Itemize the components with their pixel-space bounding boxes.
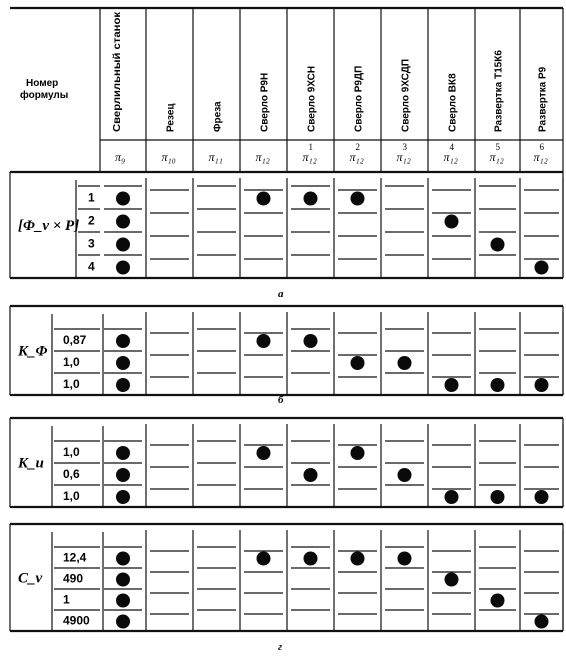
applicability-dot — [116, 552, 130, 566]
formula-number-label: формулы — [20, 90, 69, 101]
applicability-dot — [491, 238, 505, 252]
applicability-dot — [116, 490, 130, 504]
applicability-dot — [116, 261, 130, 275]
section-symbol: K_Φ — [18, 343, 48, 360]
applicability-dot — [491, 594, 505, 608]
row-coefficient: 490 — [63, 571, 84, 586]
applicability-dot — [304, 334, 318, 348]
applicability-dot — [257, 552, 271, 566]
applicability-dot — [535, 261, 549, 275]
applicability-dot — [116, 468, 130, 482]
applicability-dot — [116, 334, 130, 348]
row-coefficient: 0,87 — [63, 333, 87, 347]
applicability-dot — [351, 446, 365, 460]
row-number: 1 — [88, 190, 95, 205]
row-coefficient: 1,0 — [63, 445, 80, 459]
applicability-dot — [535, 378, 549, 392]
column-pi-symbol: π₁₂ — [396, 150, 411, 164]
row-coefficient: 0,6 — [63, 467, 80, 481]
applicability-dot — [491, 490, 505, 504]
column-header-label: Сверло 9ХСН — [306, 65, 318, 132]
column-pi-superscript: 2 — [355, 142, 360, 152]
applicability-dot — [398, 552, 412, 566]
applicability-dot — [491, 378, 505, 392]
applicability-dot — [116, 615, 130, 629]
applicability-dot — [116, 215, 130, 229]
applicability-dot — [535, 490, 549, 504]
section-symbol: [Φ_v × P] — [18, 218, 80, 234]
row-coefficient: 1,0 — [63, 489, 80, 503]
applicability-dot — [116, 446, 130, 460]
section-caption: а — [278, 288, 284, 300]
column-pi-symbol: π₁₂ — [302, 150, 317, 164]
applicability-dot — [398, 468, 412, 482]
section-symbol: C_v — [18, 570, 43, 587]
column-pi-symbol: π₁₀ — [161, 150, 176, 164]
applicability-dot — [116, 192, 130, 206]
applicability-dot — [116, 378, 130, 392]
column-pi-symbol: π₁₁ — [208, 150, 223, 164]
column-pi-symbol: π₁₂ — [533, 150, 548, 164]
applicability-dot — [351, 552, 365, 566]
column-pi-superscript: 3 — [402, 142, 407, 152]
row-number: 2 — [88, 213, 95, 228]
row-coefficient: 12,4 — [63, 550, 87, 565]
column-pi-symbol: π₁₂ — [489, 150, 504, 164]
applicability-dot — [398, 356, 412, 370]
applicability-dot — [116, 573, 130, 587]
row-number: 3 — [88, 236, 95, 251]
applicability-dot — [445, 215, 459, 229]
applicability-dot — [351, 192, 365, 206]
applicability-dot — [535, 615, 549, 629]
column-header-label: Фреза — [212, 101, 224, 132]
column-pi-superscript: 4 — [449, 142, 454, 152]
applicability-dot — [257, 192, 271, 206]
column-pi-superscript: 6 — [539, 142, 544, 152]
column-header-label: Развертка Т15К6 — [493, 50, 505, 132]
row-coefficient: 4900 — [63, 613, 90, 628]
applicability-dot — [445, 573, 459, 587]
applicability-dot — [257, 334, 271, 348]
formula-number-label: Номер — [26, 78, 59, 89]
row-coefficient: 1 — [63, 592, 70, 607]
applicability-dot — [116, 356, 130, 370]
column-pi-superscript: 1 — [308, 142, 313, 152]
applicability-dot — [116, 594, 130, 608]
applicability-dot — [304, 552, 318, 566]
applicability-dot — [445, 490, 459, 504]
applicability-dot — [257, 446, 271, 460]
column-pi-symbol: π₉ — [115, 150, 126, 164]
applicability-dot — [304, 192, 318, 206]
row-number: 4 — [88, 259, 95, 274]
section-caption: б — [278, 394, 284, 406]
column-header-label: Сверло Р9Н — [259, 72, 271, 132]
section-symbol: K_и — [18, 455, 44, 472]
column-pi-symbol: π₁₂ — [349, 150, 364, 164]
column-header-label: Сверлильный станок — [112, 25, 123, 132]
applicability-dot — [445, 378, 459, 392]
applicability-dot — [304, 468, 318, 482]
column-pi-superscript: 5 — [495, 142, 500, 152]
applicability-dot — [116, 238, 130, 252]
column-pi-symbol: π₁₂ — [255, 150, 270, 164]
column-header-label: Сверло ВК8 — [447, 73, 459, 132]
column-header-label: Развертка Р9 — [537, 66, 549, 132]
row-coefficient: 1,0 — [63, 377, 80, 391]
row-coefficient: 1,0 — [63, 355, 80, 369]
column-header-label: Сверло 9ХСДП — [400, 58, 412, 132]
column-header-label: Сверло Р9ДП — [353, 65, 365, 132]
column-pi-symbol: π₁₂ — [443, 150, 458, 164]
column-header-label: Резец — [165, 103, 177, 132]
applicability-dot — [351, 356, 365, 370]
section-caption: г — [278, 641, 283, 653]
